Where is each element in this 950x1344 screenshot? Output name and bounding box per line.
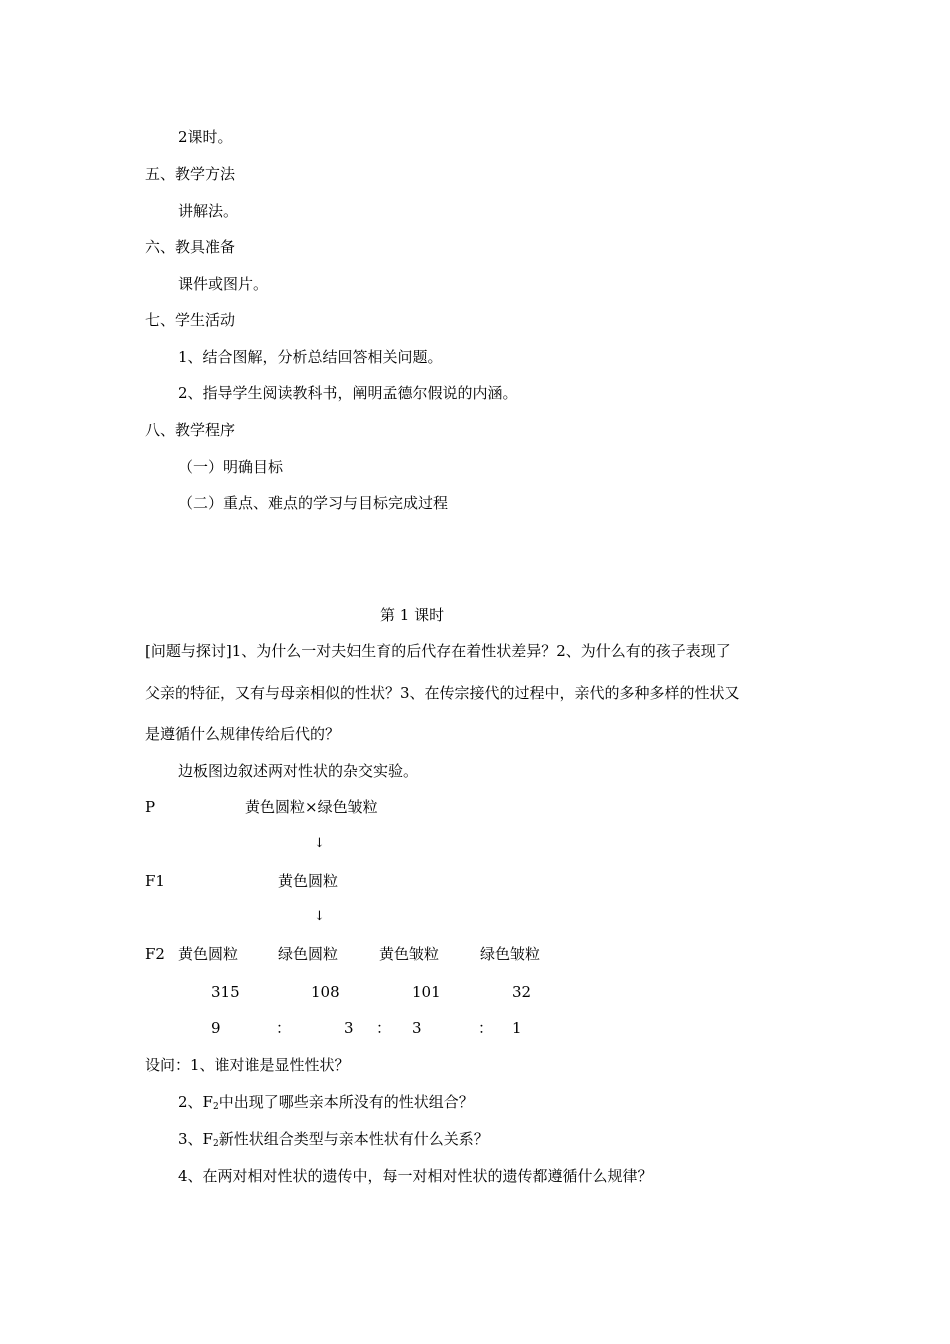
- f2-label: F2: [145, 945, 165, 963]
- ratio-colon: ：: [276, 1019, 292, 1037]
- text-line: 2课时。: [178, 128, 233, 146]
- question-line: 4、在两对相对性状的遗传中，每一对相对性状的遗传都遵循什么规律？: [178, 1167, 653, 1185]
- text-line: 边板图边叙述两对性状的杂交实验。: [178, 762, 419, 780]
- ratio-colon: ：: [376, 1019, 392, 1037]
- paragraph-line: 是遵循什么规律传给后代的？: [145, 725, 341, 743]
- section-heading-tools: 六、教具准备: [145, 238, 236, 256]
- section-heading-activities: 七、学生活动: [145, 311, 236, 329]
- f2-phenotype: 黄色圆粒: [178, 945, 239, 963]
- f1-phenotype: 黄色圆粒: [278, 872, 339, 890]
- paragraph-line: 父亲的特征，又有与母亲相似的性状？3、在传宗接代的过程中，亲代的多种多样的性状又: [145, 684, 740, 702]
- f2-count: 315: [211, 983, 240, 1001]
- text-line: （二）重点、难点的学习与目标完成过程: [178, 494, 449, 512]
- f2-count: 101: [412, 983, 441, 1001]
- f1-label: F1: [145, 872, 165, 890]
- text-line: 1、结合图解，分析总结回答相关问题。: [178, 348, 443, 366]
- text-line: 2、指导学生阅读教科书，阐明孟德尔假说的内涵。: [178, 384, 518, 402]
- p-cross: 黄色圆粒×绿色皱粒: [245, 798, 378, 816]
- f2-phenotype: 绿色皱粒: [480, 945, 541, 963]
- paragraph-line: [问题与探讨]1、为什么一对夫妇生育的后代存在着性状差异？2、为什么有的孩子表现了: [145, 642, 731, 660]
- text-line: 课件或图片。: [178, 275, 269, 293]
- text-line: （一）明确目标: [178, 458, 284, 476]
- ratio-value: 3: [344, 1019, 354, 1037]
- p-label: P: [145, 798, 156, 816]
- question-line: 设问：1、谁对谁是显性性状？: [145, 1056, 350, 1074]
- ratio-value: 3: [412, 1019, 422, 1037]
- section-heading-procedure: 八、教学程序: [145, 421, 236, 439]
- ratio-value: 1: [512, 1019, 522, 1037]
- f2-count: 32: [512, 983, 532, 1001]
- text-line: 讲解法。: [178, 202, 239, 220]
- question-line: 3、$F_2$新性状组合类型与亲本性状有什么关系？: [178, 1130, 489, 1149]
- section-heading-methods: 五、教学方法: [145, 165, 236, 183]
- question-line: 2、$F_2$中出现了哪些亲本所没有的性状组合？: [178, 1093, 474, 1112]
- arrow-down-icon: ↓: [314, 909, 325, 924]
- arrow-down-icon: ↓: [314, 836, 325, 851]
- f2-count: 108: [311, 983, 340, 1001]
- ratio-colon: ：: [478, 1019, 494, 1037]
- f2-phenotype: 绿色圆粒: [278, 945, 339, 963]
- lesson-title: 第 1 课时: [380, 606, 445, 624]
- f2-phenotype: 黄色皱粒: [379, 945, 440, 963]
- ratio-value: 9: [211, 1019, 221, 1037]
